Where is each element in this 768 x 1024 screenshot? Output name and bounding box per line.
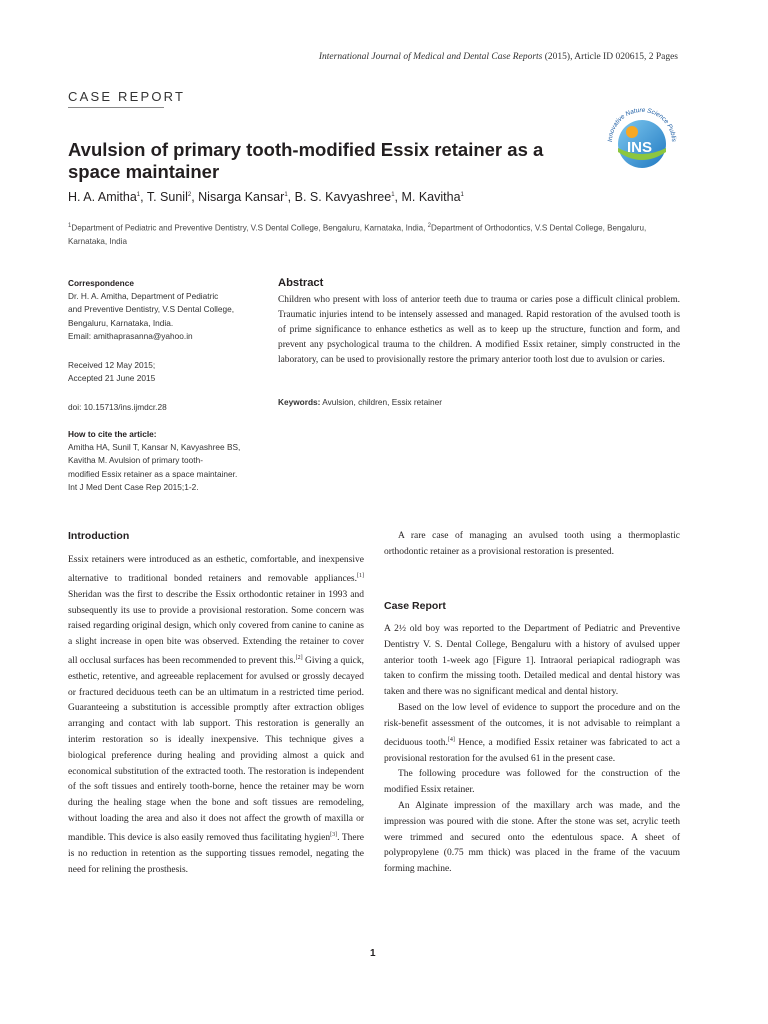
introduction-heading: Introduction [68,530,130,542]
author: Nisarga Kansar [198,190,285,204]
author: T. Sunil [146,190,188,204]
publisher-logo [600,98,684,182]
journal-citation [319,52,678,62]
keywords: Keywords: Avulsion, children, Essix retainer [278,397,443,407]
abstract-heading: Abstract [278,277,324,289]
introduction-body: Essix retainers were introduced as an esthetic, comfortable, and inexpensive alternative to traditional bonded retainers and removable appliances.[1] Sheridan was the first to describe the Essix orthodontic retainer in 1993 and subsequently its use to provide a provisional restoration. Some concern was raised regarding original design, which only covered from canine to canine as a slight increase in open bite was observed. Extending the retainer to cover all occlusal surfaces has been recommended to prevent this.[2] Giving a quick, esthetic, retentive, and agreeable replacement for avulsed or grossly decayed or fractured deciduous teeth can be an ultimatum in a restricted time period. Guaranteeing a substitution is accessible promptly after extraction obliges arranging and contact with lab support. This restoration is generally an interim restoration so is ideally inexpensive. This technique gives a biological preference during healing and providing almost a quick and economical substitution of the extracted tooth. The restoration is independent of the soft tissues and entirely tooth-borne, hence the retainer may be worn during the healing stage when the bone and soft tissues are remodeling, without loading the area and also it does not affect the growth of maxilla or mandible. This device is also easily removed thus facilitating hygien[3]. There is no reduction in retention as the supporting tissues remodel, negating the need for relining the prosthesis. [68,555,365,875]
author-list: H. A. Amitha$^1$, T. Sunil$^2$, Nisarga Kansar$^1$, B. S. Kavyashree$^1$, M. Kavitha$^1$ [68,190,464,204]
article-type-label: CASE REPORT [68,89,186,104]
correspondence-block: Correspondence Dr. H. A. Amitha, Department of Pediatric and Preventive Dentistry, V.S Dental College, Bengaluru, Karnataka, India. Email: amithaprasanna@yahoo.in [68,278,235,341]
doi[interactable]: doi: 10.15713/ins.ijmdcr.28 [68,402,167,412]
logo-abbr: INS [627,139,653,156]
article-type-underline [68,107,164,108]
correspondence-email[interactable]: Email: amithaprasanna@yahoo.in [68,330,193,341]
affiliations: $^1$Department of Pediatric and Preventive Dentistry, V.S Dental College, Bengaluru, Karnataka, India, $^2$Department of Orthodontics, V.S Dental College, Bengaluru, Karnataka, India [68,223,647,247]
case-report-heading: Case Report [384,600,446,612]
journal-name: International Journal of Medical and Dental Case Reports [318,52,543,62]
accepted-date: Accepted 21 June 2015 [68,373,156,384]
intro-continuation: A rare case of managing an avulsed tooth using a thermoplastic orthodontic retainer as a provisional restoration is presented. [384,531,680,557]
case-report-body: A 2½ old boy was reported to the Department of Pediatric and Preventive Dentistry V. S. Dental College, Bengaluru with a history of avulsed upper anterior tooth 1-week ago [Figure 1]. Intraoral periapical radiograph was taken to confirm the missing tooth. Detailed medical and dental history was taken and there was no significant medical and dental history. Based on the low level of evidence to support the procedure and on the risk-benefit assessment of the outcomes, it is not advisable to reimplant a deciduous tooth.[4] Hence, a modified Essix retainer was fabricated to act a provisional restoration for the avulsed 61 in the present case. The following procedure was followed for the construction of the modified Essix retainer. An Alginate impression of the maxillary arch was made, and the impression was poured with die stone. After the stone was set, acrylic teeth were trimmed and secured onto the edentulous space. A sheet of polypropylene (0.75 mm thick) was placed in the frame of the vacuum forming machine. [384,624,680,875]
journal-article-info: (2015), Article ID 020615, 2 Pages [542,52,678,62]
page-number: 1 [370,948,376,959]
author: H. A. Amitha [68,190,137,204]
received-date: Received 12 May 2015; [68,360,156,370]
author: B. S. Kavyashree [294,190,392,204]
correspondence-heading: Correspondence [68,278,134,288]
dates-block [68,359,258,385]
article-title: Avulsion of primary tooth-modified Essix retainer as a space maintainer [68,139,544,182]
logo-arc-text: Innovative Nature Science Publis [606,106,678,143]
citation-heading: How to cite the article: [68,429,157,439]
author: M. Kavitha [401,190,461,204]
abstract-text: Children who present with loss of anterior teeth due to trauma or caries pose a difficult clinical problem. Traumatic injuries intend to be intensely assessed and managed. Rapid restoration of the avulsed tooth is of prime significance to enhance esthetics as well as to keep up the structure, function and form, and prevent any psychological trauma to the children. A modified Essix retainer, simply constructed in the laboratory, can be used to provisionally restore the primary anterior tooth lost due to avulsion or caries. [278,295,680,365]
citation-block: How to cite the article: Amitha HA, Sunil T, Kansar N, Kavyashree BS, Kavitha M. Avulsion of primary tooth- modified Essix retainer as a space maintainer. Int J Med Dent Case Rep 2015;1-2. [68,429,241,492]
